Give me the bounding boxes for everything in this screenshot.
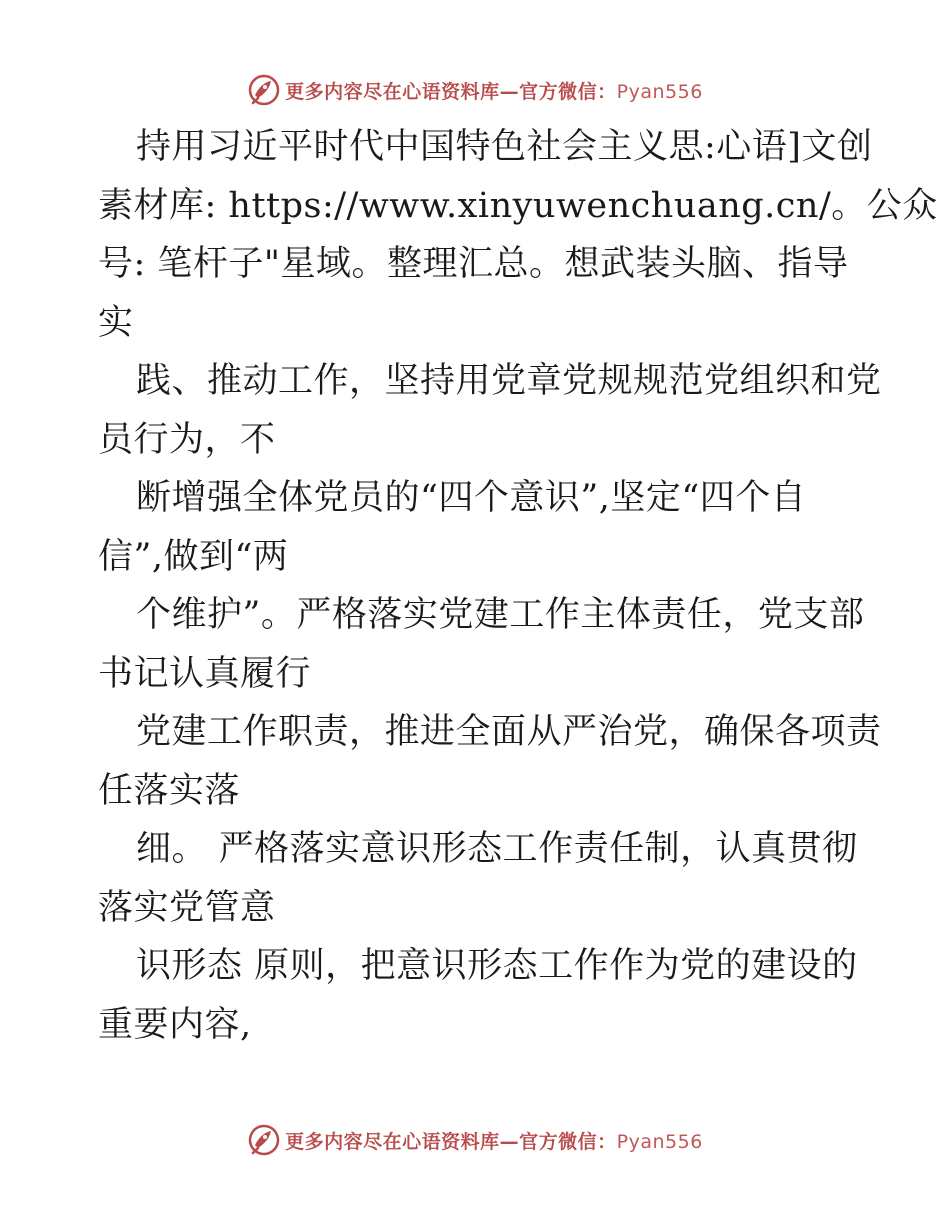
body-line: 细。 严格落实意识形态工作责任制，认真贯彻: [136, 829, 858, 869]
body-line: 信”,做到“两: [98, 536, 289, 577]
document-body: [98, 118, 938, 1054]
body-line: 号: 笔杆子"星域。整理汇总。想武装头脑、指导: [98, 244, 849, 284]
header-watermark-label: 更多内容尽在心语资料库—官方微信：: [285, 80, 617, 103]
body-line: 任落实落: [98, 770, 241, 811]
pen-nib-logo-icon: [247, 1123, 281, 1157]
footer-watermark-label: 更多内容尽在心语资料库—官方微信：: [285, 1130, 617, 1153]
body-line: 识形态 原则，把意识形态工作作为党的建设的: [136, 946, 858, 986]
pen-nib-logo-icon: [247, 73, 281, 107]
header-watermark-account: Pyan556: [616, 80, 703, 103]
body-line: 个维护”。严格落实党建工作主体责任，党支部: [136, 595, 865, 635]
body-line: 实: [98, 302, 134, 343]
header-watermark-text: [285, 77, 703, 104]
body-line: 党建工作职责，推进全面从严治党，确保各项责: [136, 712, 882, 752]
body-line: 落实党管意: [98, 887, 276, 928]
body-line: 断增强全体党员的“四个意识”,坚定“四个自: [136, 478, 807, 518]
header-watermark-banner: [0, 70, 950, 110]
body-line: 践、推动工作，坚持用党章党规规范党组织和党: [136, 361, 882, 401]
body-line: 持用习近平时代中国特色社会主义思:心语]文创: [136, 127, 873, 167]
body-line: 书记认真履行: [98, 653, 312, 694]
footer-watermark-text: [285, 1127, 703, 1154]
body-line: 素材库: https://www.xinyuwenchuang.cn/。公众: [98, 185, 938, 226]
body-line: 重要内容,: [98, 1004, 252, 1045]
footer-watermark-account: Pyan556: [616, 1130, 703, 1153]
footer-watermark-banner: [0, 1120, 950, 1160]
body-line: 员行为，不: [98, 419, 276, 460]
